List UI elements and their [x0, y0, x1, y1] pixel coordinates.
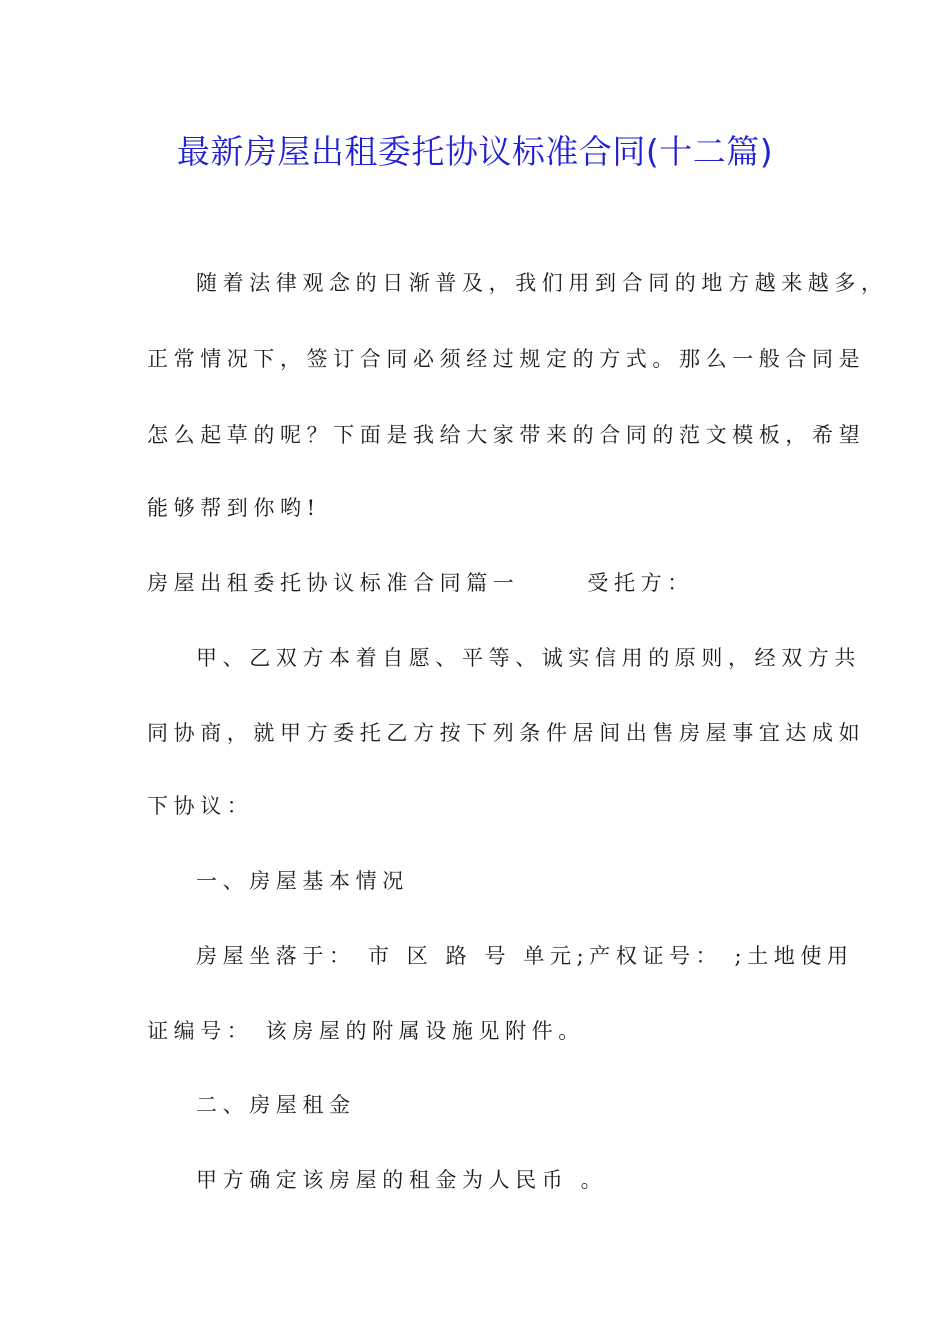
clause2-body: 甲方确定该房屋的租金为人民币 。: [196, 1168, 608, 1192]
intro-line-2: 正常情况下，签订合同必须经过规定的方式。那么一般合同是: [147, 347, 866, 371]
para1-line-1: 甲、乙双方本着自愿、平等、诚实信用的原则，经双方共: [196, 646, 861, 670]
intro-line-1: 随着法律观念的日渐普及，我们用到合同的地方越来越多，: [196, 271, 888, 295]
para1-line-2: 同协商，就甲方委托乙方按下列条件居间出售房屋事宜达成如: [147, 721, 866, 745]
clause1-title: 一、房屋基本情况: [196, 869, 409, 893]
section-heading: 房屋出租委托协议标准合同篇一: [147, 571, 520, 595]
document-title: 最新房屋出租委托协议标准合同(十二篇): [176, 132, 774, 171]
clause1-line-2: 证编号： 该房屋的附属设施见附件。: [147, 1019, 585, 1043]
intro-line-3: 怎么起草的呢？下面是我给大家带来的合同的范文模板，希望: [147, 423, 866, 447]
section-heading-row: [147, 568, 694, 598]
intro-line-4: 能够帮到你哟!: [147, 496, 321, 520]
clause1-line-1: 房屋坐落于： 市 区 路 号 单元;产权证号： ;土地使用: [196, 944, 854, 968]
para1-line-3: 下协议：: [147, 794, 254, 818]
clause2-title: 二、房屋租金: [196, 1093, 356, 1117]
section-party-label: 受托方：: [587, 571, 694, 595]
